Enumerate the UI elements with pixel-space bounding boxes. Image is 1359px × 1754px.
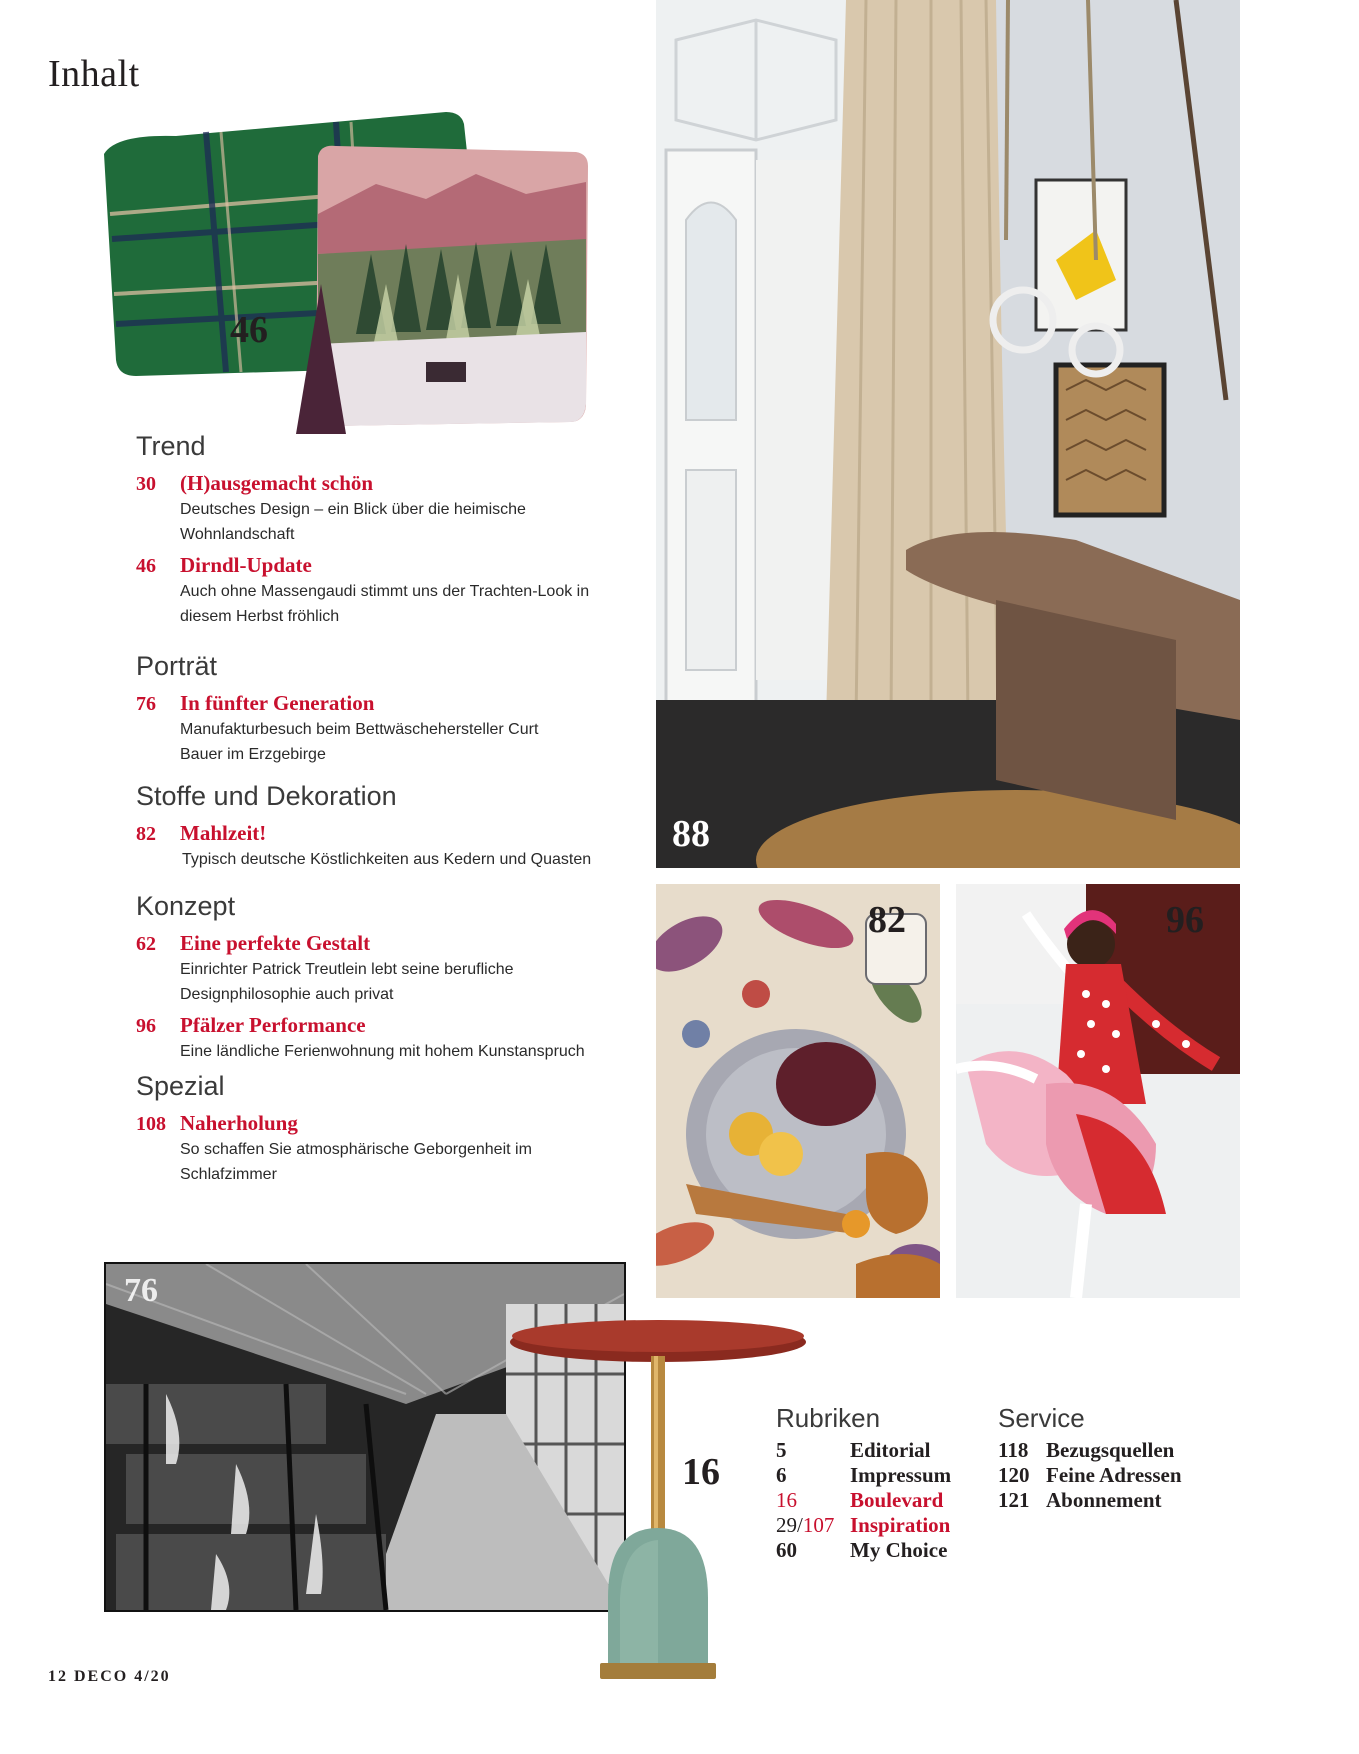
rubriken-heading: Rubriken bbox=[776, 1403, 881, 1433]
entry-page-number: 30 bbox=[136, 473, 156, 495]
section-heading-stoffe: Stoffe und Dekoration bbox=[136, 781, 397, 811]
side-table-page-label: 16 bbox=[682, 1451, 720, 1493]
entry-title[interactable]: Pfälzer Performance bbox=[180, 1013, 366, 1037]
rubriken-list bbox=[776, 1438, 996, 1568]
factory-page-label: 76 bbox=[124, 1272, 158, 1309]
section-heading-konzept: Konzept bbox=[136, 891, 236, 921]
rubrik-page-number: 60 bbox=[776, 1538, 797, 1562]
entry-description: Eine ländliche Ferienwohnung mit hohem Kunstanspruch bbox=[180, 1043, 585, 1060]
entry-description: Manufakturbesuch beim Bettwäschehersteller Curt Bauer im Erzgebirge bbox=[180, 721, 539, 763]
rubrik-page-number: 29/ bbox=[776, 1513, 803, 1537]
food-image bbox=[656, 884, 940, 1298]
service-label: Bezugsquellen bbox=[1046, 1438, 1175, 1462]
service-page-number: 121 bbox=[998, 1488, 1030, 1512]
service-page-number: 118 bbox=[998, 1438, 1029, 1462]
entry-page-number: 62 bbox=[136, 933, 156, 955]
pillows-page-label: 46 bbox=[230, 309, 268, 351]
service-list bbox=[998, 1438, 1218, 1518]
rubrik-label: Impressum bbox=[850, 1463, 952, 1487]
page-footer: 12 DECO 4/20 bbox=[48, 1668, 171, 1685]
entry-page-number: 96 bbox=[136, 1015, 156, 1037]
hallway-image bbox=[656, 0, 1240, 868]
entry-title[interactable]: Naherholung bbox=[180, 1111, 298, 1135]
entry-description: So schaffen Sie atmosphärische Geborgenheit im Schlafzimmer bbox=[180, 1141, 532, 1183]
service-label: Feine Adressen bbox=[1046, 1463, 1182, 1487]
entry-page-number: 108 bbox=[136, 1113, 166, 1135]
entry-description: Typisch deutsche Köstlichkeiten aus Kedern und Quasten bbox=[182, 851, 592, 868]
page-title: Inhalt bbox=[48, 53, 140, 95]
rubrik-label: Boulevard bbox=[850, 1488, 944, 1512]
rubrik-label: My Choice bbox=[850, 1538, 948, 1562]
entry-title[interactable]: Mahlzeit! bbox=[180, 821, 267, 845]
side-table-image bbox=[508, 1318, 808, 1708]
entry-title[interactable]: Dirndl-Update bbox=[180, 553, 312, 577]
rubrik-page-number-highlight: 107 bbox=[802, 1513, 835, 1537]
rubrik-page-number: 6 bbox=[776, 1463, 787, 1487]
rubrik-label: Editorial bbox=[850, 1438, 931, 1462]
section-heading-spezial: Spezial bbox=[136, 1071, 225, 1101]
section-heading-portraet: Porträt bbox=[136, 651, 218, 681]
service-label: Abonnement bbox=[1046, 1488, 1162, 1512]
dancer-image bbox=[956, 884, 1240, 1298]
entry-description: Einrichter Patrick Treutlein lebt seine berufliche Designphilosophie auch privat bbox=[180, 961, 514, 1003]
service-page-number: 120 bbox=[998, 1463, 1030, 1487]
food-page-label: 82 bbox=[868, 899, 906, 941]
rubrik-page-number: 16 bbox=[776, 1488, 797, 1512]
dancer-page-label: 96 bbox=[1166, 899, 1204, 941]
entry-description: Deutsches Design – ein Blick über die heimische Wohnlandschaft bbox=[180, 501, 526, 543]
hallway-page-label: 88 bbox=[672, 813, 710, 855]
entry-page-number: 76 bbox=[136, 693, 156, 715]
entry-description: Auch ohne Massengaudi stimmt uns der Trachten-Look in diesem Herbst fröhlich bbox=[180, 583, 590, 625]
entry-page-number: 46 bbox=[136, 555, 156, 577]
section-heading-trend: Trend bbox=[136, 431, 206, 461]
entry-title[interactable]: (H)ausgemacht schön bbox=[180, 471, 374, 495]
rubrik-label: Inspiration bbox=[850, 1513, 951, 1537]
entry-title[interactable]: Eine perfekte Gestalt bbox=[180, 931, 371, 955]
rubrik-page-number: 5 bbox=[776, 1438, 787, 1462]
entry-title[interactable]: In fünfter Generation bbox=[180, 691, 375, 715]
entry-page-number: 82 bbox=[136, 823, 156, 845]
service-heading: Service bbox=[998, 1403, 1085, 1433]
pillows-image bbox=[96, 104, 596, 434]
